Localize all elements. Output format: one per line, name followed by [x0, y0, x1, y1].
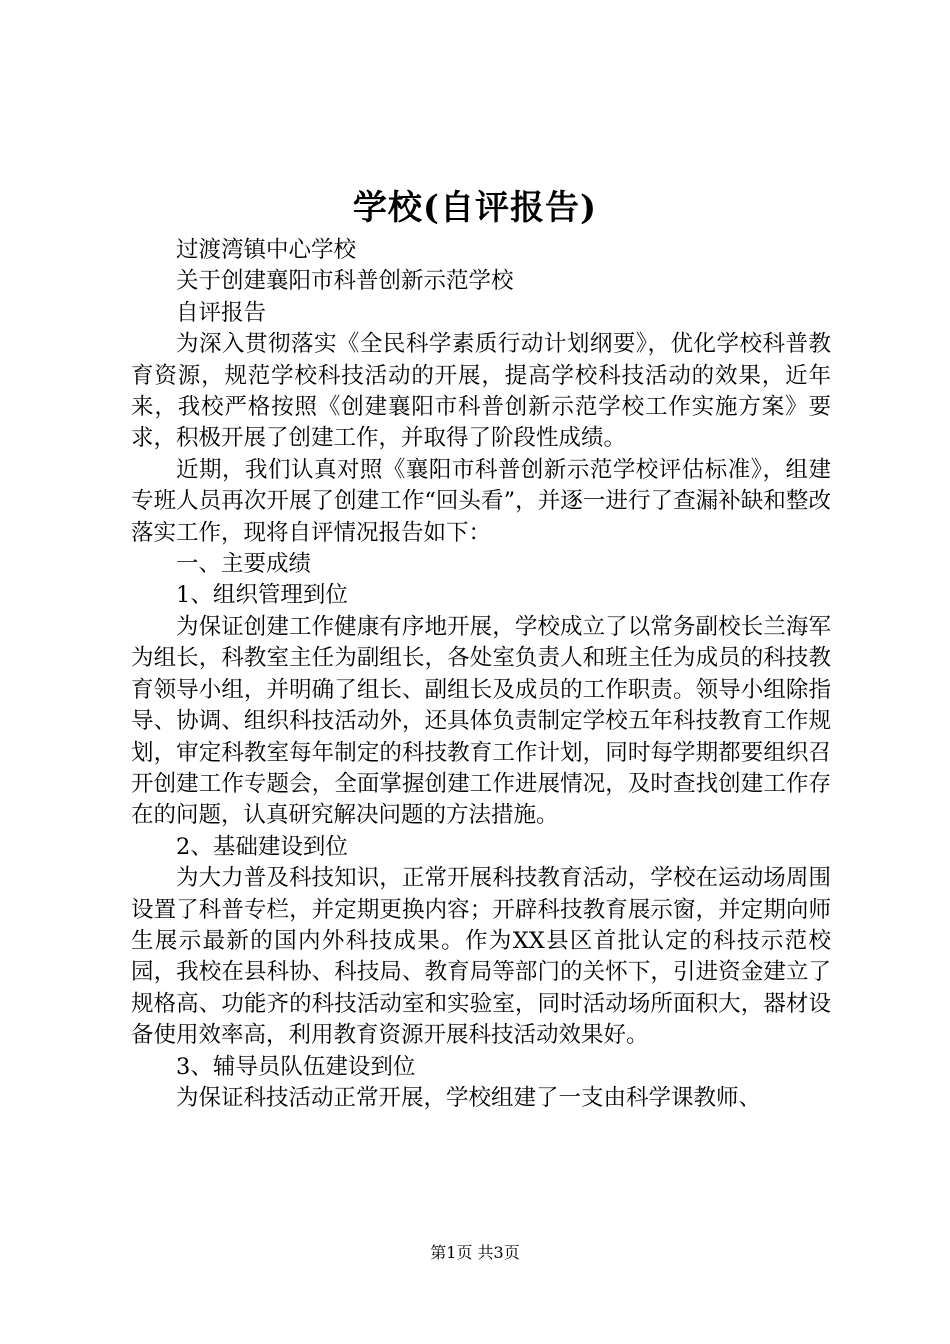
- subject-line: 关于创建襄阳市科普创新示范学校: [176, 268, 514, 295]
- paragraph-infrastructure: 为大力普及科技知识，正常开展科技教育活动，学校在运动场周围设置了科普专栏，并定期更换内容；开辟科技教育展示窗，并定期向师生展示最新的国内外科技成果。作为XX县区首批认定的科技示范校园，我校在县科协、科技局、教育局等部门的关怀下，引进资金建立了规格高、功能齐的科技活动室和实验室，同时活动场所面积大，器材设备使用效率高，利用教育资源开展科技活动效果好。: [131, 865, 831, 1049]
- subheading-counselor-team: 3、辅导员队伍建设到位: [176, 1053, 416, 1080]
- subheading-organization: 1、组织管理到位: [176, 582, 348, 609]
- section-heading-main-achievements: 一、主要成绩: [176, 551, 312, 578]
- paragraph-counselor-team: 为保证科技活动正常开展，学校组建了一支由科学课教师、: [176, 1084, 762, 1111]
- paragraph-organization: 为保证创建工作健康有序地开展，学校成立了以常务副校长兰海军为组长，科教室主任为副组长，各处室负责人和班主任为成员的科技教育领导小组，并明确了组长、副组长及成员的工作职责。领导小组除指导、协调、组织科技活动外，还具体负责制定学校五年科技教育工作规划，审定科教室每年制定的科技教育工作计划，同时每学期都要组织召开创建工作专题会，全面掌握创建工作进展情况，及时查找创建工作存在的问题，认真研究解决问题的方法措施。: [131, 613, 831, 829]
- paragraph-intro: 为深入贯彻落实《全民科学素质行动计划纲要》，优化学校科普教育资源，规范学校科技活动的开展，提高学校科技活动的效果，近年来，我校严格按照《创建襄阳市科普创新示范学校工作实施方案》要求，积极开展了创建工作，并取得了阶段性成绩。: [131, 331, 831, 452]
- school-name-line: 过渡湾镇中心学校: [176, 237, 357, 263]
- page-footer: 第1页 共3页: [430, 1243, 520, 1262]
- subheading-infrastructure: 2、基础建设到位: [176, 833, 348, 860]
- report-label-line: 自评报告: [176, 299, 267, 326]
- document-body: [131, 235, 831, 1114]
- document-title: 学校(自评报告): [352, 188, 598, 228]
- paragraph-recent: 近期，我们认真对照《襄阳市科普创新示范学校评估标准》，组建专班人员再次开展了创建工作“回头看”，并逐一进行了查漏补缺和整改落实工作，现将自评情况报告如下：: [131, 456, 831, 546]
